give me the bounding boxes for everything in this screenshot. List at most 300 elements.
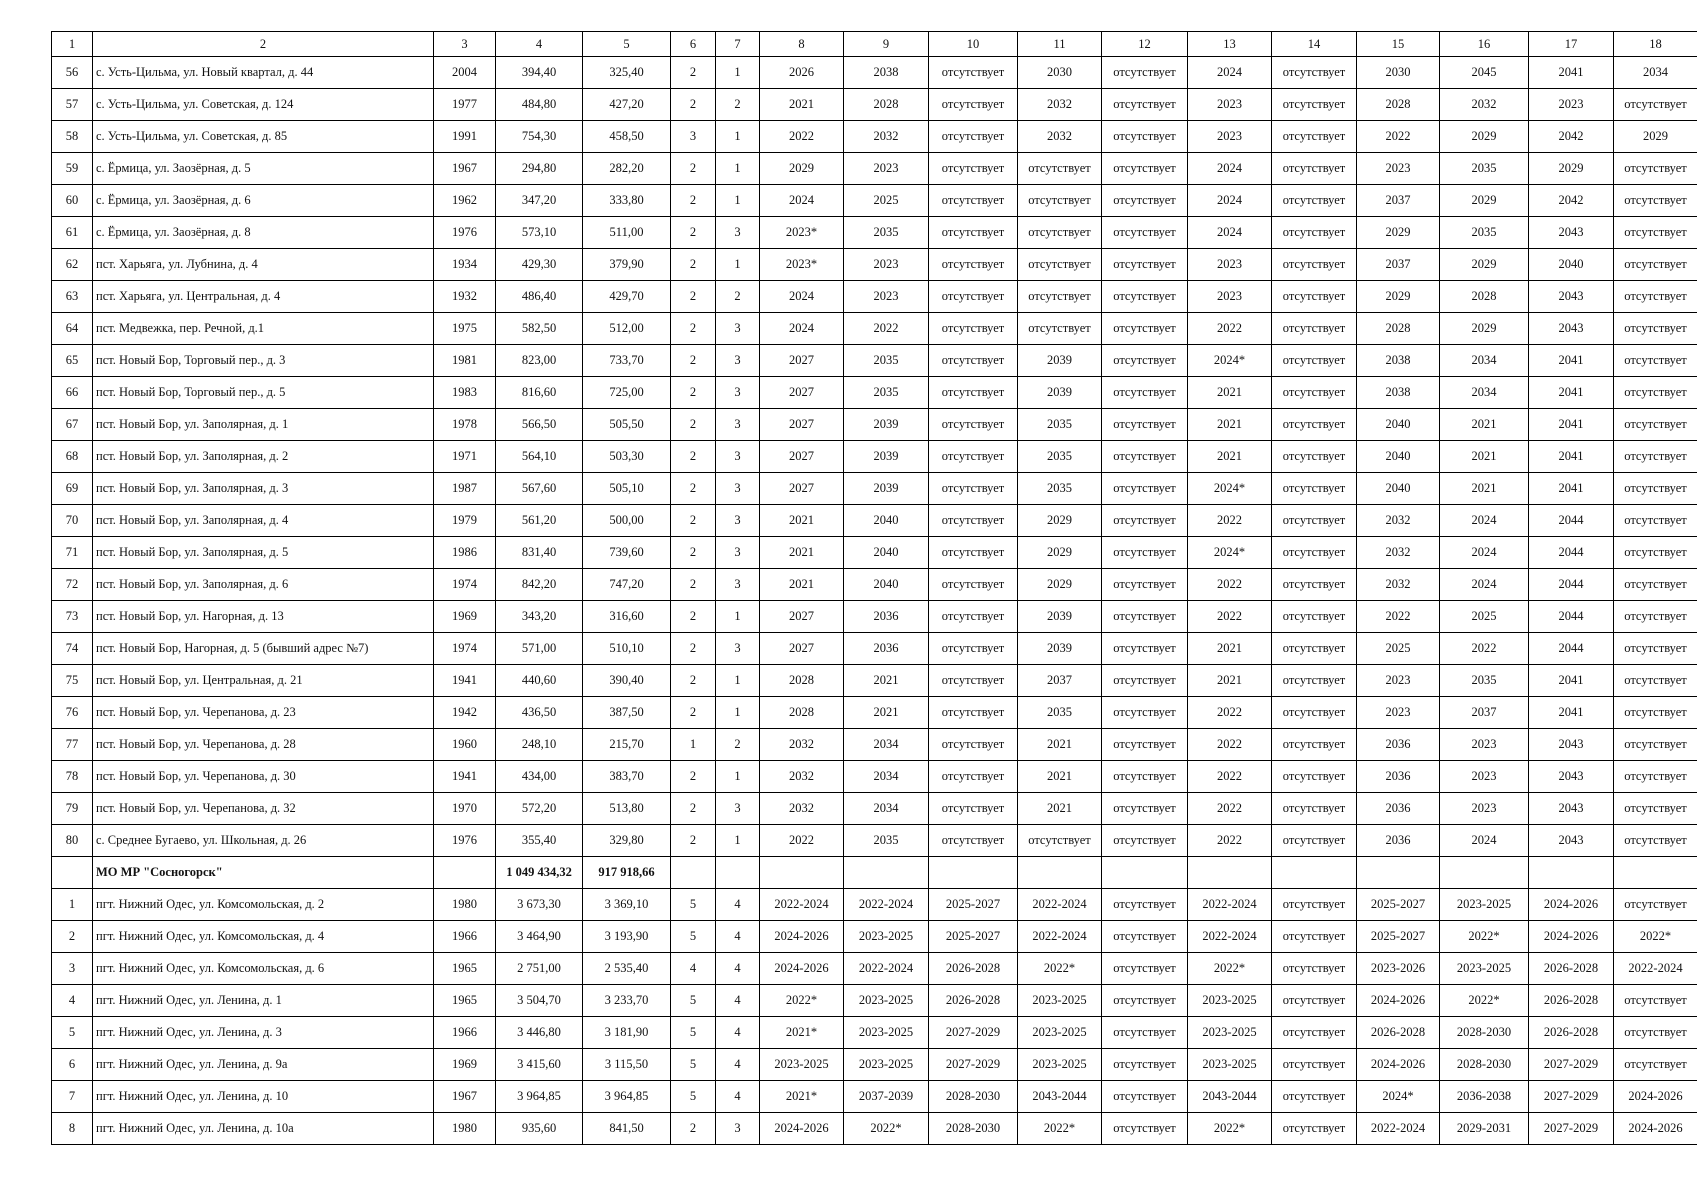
table-cell: 2029 bbox=[1018, 569, 1102, 601]
table-cell: 1967 bbox=[434, 153, 496, 185]
table-cell: отсутствует bbox=[1272, 697, 1357, 729]
table-cell: отсутствует bbox=[1018, 313, 1102, 345]
table-cell: отсутствует bbox=[1272, 633, 1357, 665]
row-number-cell: 67 bbox=[52, 409, 93, 441]
table-cell: 2 bbox=[671, 825, 716, 857]
table-cell: отсутствует bbox=[1614, 889, 1697, 921]
table-cell: отсутствует bbox=[1272, 345, 1357, 377]
table-cell: 1 bbox=[671, 729, 716, 761]
table-cell: 2039 bbox=[1018, 601, 1102, 633]
table-cell: 2027 bbox=[760, 441, 844, 473]
address-cell: пст. Новый Бор, Нагорная, д. 5 (бывший адрес №7) bbox=[93, 633, 434, 665]
table-cell: отсутствует bbox=[1102, 793, 1188, 825]
table-cell: отсутствует bbox=[1102, 633, 1188, 665]
table-cell: 2027 bbox=[760, 345, 844, 377]
table-cell: 343,20 bbox=[496, 601, 583, 633]
table-cell: 1980 bbox=[434, 889, 496, 921]
table-cell: отсутствует bbox=[1102, 729, 1188, 761]
table-cell: 2040 bbox=[1357, 441, 1440, 473]
table-cell bbox=[716, 857, 760, 889]
table-cell: 2039 bbox=[1018, 633, 1102, 665]
table-cell: 2024* bbox=[1188, 345, 1272, 377]
table-cell: 571,00 bbox=[496, 633, 583, 665]
table-cell: 2021* bbox=[760, 1017, 844, 1049]
table-row bbox=[52, 1017, 1697, 1049]
address-cell: пст. Новый Бор, ул. Заполярная, д. 1 bbox=[93, 409, 434, 441]
table-cell: 2022 bbox=[1188, 313, 1272, 345]
row-number-cell: 73 bbox=[52, 601, 93, 633]
table-cell: 5 bbox=[671, 1081, 716, 1113]
table-cell: 2035 bbox=[844, 345, 929, 377]
table-cell: 2023* bbox=[760, 249, 844, 281]
table-cell: 3 964,85 bbox=[583, 1081, 671, 1113]
table-cell: 1980 bbox=[434, 1113, 496, 1145]
table-cell: 2028 bbox=[760, 697, 844, 729]
table-cell: 2021 bbox=[760, 569, 844, 601]
table-cell: отсутствует bbox=[1272, 89, 1357, 121]
table-cell: отсутствует bbox=[1272, 729, 1357, 761]
table-cell: 3 bbox=[716, 633, 760, 665]
table-cell: отсутствует bbox=[1272, 537, 1357, 569]
table-cell: отсутствует bbox=[1102, 121, 1188, 153]
table-cell: 2030 bbox=[1018, 57, 1102, 89]
table-cell: 1934 bbox=[434, 249, 496, 281]
table-cell: 316,60 bbox=[583, 601, 671, 633]
address-cell: МО МР "Сосногорск" bbox=[93, 857, 434, 889]
table-cell: 5 bbox=[671, 921, 716, 953]
row-number-cell: 78 bbox=[52, 761, 93, 793]
row-number-cell: 69 bbox=[52, 473, 93, 505]
address-cell: с. Ёрмица, ул. Заозёрная, д. 5 bbox=[93, 153, 434, 185]
table-cell: 2035 bbox=[1440, 217, 1529, 249]
housing-repair-table bbox=[51, 31, 1697, 1145]
row-number-cell: 57 bbox=[52, 89, 93, 121]
table-cell: 2025 bbox=[1440, 601, 1529, 633]
table-cell: отсутствует bbox=[1272, 409, 1357, 441]
table-cell: отсутствует bbox=[1272, 1017, 1357, 1049]
table-cell: 2023 bbox=[1357, 665, 1440, 697]
table-cell: 2043 bbox=[1529, 793, 1614, 825]
table-cell bbox=[760, 857, 844, 889]
table-cell: 2024 bbox=[1440, 505, 1529, 537]
table-cell: 1977 bbox=[434, 89, 496, 121]
table-cell: отсутствует bbox=[1272, 793, 1357, 825]
table-cell bbox=[434, 857, 496, 889]
table-cell: 2023 bbox=[1357, 153, 1440, 185]
table-cell: отсутствует bbox=[1614, 377, 1697, 409]
row-number-cell: 58 bbox=[52, 121, 93, 153]
table-cell: 1 bbox=[716, 665, 760, 697]
table-cell: 2021 bbox=[1188, 377, 1272, 409]
table-cell: 2 bbox=[671, 249, 716, 281]
table-cell: 3 bbox=[716, 441, 760, 473]
table-cell: 816,60 bbox=[496, 377, 583, 409]
table-cell: 2023-2025 bbox=[760, 1049, 844, 1081]
table-cell: 2022 bbox=[1357, 601, 1440, 633]
table-cell: 2021 bbox=[1188, 665, 1272, 697]
table-cell: 3 115,50 bbox=[583, 1049, 671, 1081]
table-cell: отсутствует bbox=[929, 793, 1018, 825]
table-cell: 3 bbox=[716, 473, 760, 505]
address-cell: пгт. Нижний Одес, ул. Ленина, д. 10 bbox=[93, 1081, 434, 1113]
table-cell: отсутствует bbox=[929, 665, 1018, 697]
table-cell: 3 bbox=[716, 793, 760, 825]
table-cell: 2 bbox=[671, 665, 716, 697]
table-cell: 1 bbox=[716, 185, 760, 217]
table-cell: 2021 bbox=[1188, 633, 1272, 665]
address-cell: пгт. Нижний Одес, ул. Ленина, д. 10а bbox=[93, 1113, 434, 1145]
row-number-cell: 76 bbox=[52, 697, 93, 729]
column-number-header: 2 bbox=[93, 32, 434, 57]
table-cell: 347,20 bbox=[496, 185, 583, 217]
table-cell: 427,20 bbox=[583, 89, 671, 121]
table-cell: 739,60 bbox=[583, 537, 671, 569]
table-cell: отсутствует bbox=[1614, 761, 1697, 793]
table-cell bbox=[1102, 857, 1188, 889]
table-cell: 2 751,00 bbox=[496, 953, 583, 985]
table-cell: 2032 bbox=[760, 793, 844, 825]
table-cell: 2029 bbox=[1440, 185, 1529, 217]
table-cell: 2029 bbox=[1357, 217, 1440, 249]
table-cell: 3 bbox=[671, 121, 716, 153]
table-cell: 2024-2026 bbox=[1357, 1049, 1440, 1081]
row-number-cell: 5 bbox=[52, 1017, 93, 1049]
table-cell: 2 bbox=[671, 345, 716, 377]
table-cell: 2022* bbox=[1018, 1113, 1102, 1145]
table-cell: отсутствует bbox=[1102, 473, 1188, 505]
table-cell: отсутствует bbox=[929, 537, 1018, 569]
table-cell: 2022 bbox=[1188, 793, 1272, 825]
table-cell: отсутствует bbox=[929, 281, 1018, 313]
table-cell: 4 bbox=[716, 1081, 760, 1113]
table-cell: 2028 bbox=[1357, 89, 1440, 121]
table-cell: отсутствует bbox=[1102, 313, 1188, 345]
table-cell: 2 bbox=[716, 281, 760, 313]
table-cell: 1 bbox=[716, 57, 760, 89]
row-number-cell: 63 bbox=[52, 281, 93, 313]
table-cell: 2040 bbox=[1357, 473, 1440, 505]
address-cell: пст. Харьяга, ул. Лубнина, д. 4 bbox=[93, 249, 434, 281]
table-cell: 429,70 bbox=[583, 281, 671, 313]
column-number-header: 4 bbox=[496, 32, 583, 57]
table-cell: 2024-2026 bbox=[760, 1113, 844, 1145]
table-cell: отсутствует bbox=[1102, 441, 1188, 473]
column-number-header: 13 bbox=[1188, 32, 1272, 57]
table-cell: 2 bbox=[671, 153, 716, 185]
table-cell: 2022* bbox=[1188, 953, 1272, 985]
table-cell: 3 bbox=[716, 569, 760, 601]
table-cell: отсутствует bbox=[929, 825, 1018, 857]
table-cell: отсутствует bbox=[929, 505, 1018, 537]
table-cell: 3 193,90 bbox=[583, 921, 671, 953]
table-cell: 2035 bbox=[1018, 473, 1102, 505]
table-cell: 2 bbox=[671, 601, 716, 633]
table-cell: 2023 bbox=[1188, 89, 1272, 121]
table-cell: 2029 bbox=[760, 153, 844, 185]
table-cell: 1979 bbox=[434, 505, 496, 537]
table-cell: 1981 bbox=[434, 345, 496, 377]
table-cell: 4 bbox=[716, 953, 760, 985]
table-row bbox=[52, 153, 1697, 185]
table-cell: 2027 bbox=[760, 473, 844, 505]
table-cell: отсутствует bbox=[1272, 601, 1357, 633]
table-cell: 2024 bbox=[1440, 825, 1529, 857]
table-cell: 2025-2027 bbox=[929, 921, 1018, 953]
table-cell: отсутствует bbox=[1614, 633, 1697, 665]
table-cell: 2023 bbox=[1188, 281, 1272, 313]
table-cell: 4 bbox=[716, 1017, 760, 1049]
table-row bbox=[52, 249, 1697, 281]
table-cell: 2023 bbox=[1440, 729, 1529, 761]
table-cell: 3 464,90 bbox=[496, 921, 583, 953]
table-cell: 2022-2024 bbox=[844, 889, 929, 921]
table-cell: 2024-2026 bbox=[1614, 1113, 1697, 1145]
table-cell: 2044 bbox=[1529, 601, 1614, 633]
table-cell: 5 bbox=[671, 985, 716, 1017]
table-cell: отсутствует bbox=[929, 89, 1018, 121]
table-cell: отсутствует bbox=[1102, 697, 1188, 729]
table-row bbox=[52, 601, 1697, 633]
table-cell: 2023 bbox=[1529, 89, 1614, 121]
table-cell: 2032 bbox=[1440, 89, 1529, 121]
table-cell: 436,50 bbox=[496, 697, 583, 729]
table-cell: отсутствует bbox=[1614, 473, 1697, 505]
table-cell: 2023 bbox=[1440, 793, 1529, 825]
table-cell: 2 bbox=[671, 89, 716, 121]
row-number-cell: 3 bbox=[52, 953, 93, 985]
table-cell: 1986 bbox=[434, 537, 496, 569]
table-cell: 1 bbox=[716, 249, 760, 281]
table-cell: 505,50 bbox=[583, 409, 671, 441]
table-cell: 1976 bbox=[434, 825, 496, 857]
table-cell: отсутствует bbox=[929, 153, 1018, 185]
table-cell: 2004 bbox=[434, 57, 496, 89]
table-cell: 2043 bbox=[1529, 313, 1614, 345]
table-cell: 1983 bbox=[434, 377, 496, 409]
table-cell: отсутствует bbox=[929, 313, 1018, 345]
table-row bbox=[52, 121, 1697, 153]
table-cell: 2028-2030 bbox=[929, 1081, 1018, 1113]
table-cell: 2028 bbox=[844, 89, 929, 121]
table-cell: 2022 bbox=[1357, 121, 1440, 153]
table-cell: отсутствует bbox=[929, 249, 1018, 281]
table-cell: 325,40 bbox=[583, 57, 671, 89]
table-cell: отсутствует bbox=[1614, 89, 1697, 121]
table-cell: 2039 bbox=[844, 473, 929, 505]
table-cell: 2023 bbox=[844, 249, 929, 281]
table-cell: 3 673,30 bbox=[496, 889, 583, 921]
table-cell: 2034 bbox=[844, 793, 929, 825]
table-cell: отсутствует bbox=[1102, 889, 1188, 921]
table-cell: отсутствует bbox=[1102, 89, 1188, 121]
address-cell: с. Ёрмица, ул. Заозёрная, д. 8 bbox=[93, 217, 434, 249]
table-cell: 2045 bbox=[1440, 57, 1529, 89]
table-cell: отсутствует bbox=[929, 697, 1018, 729]
table-cell: отсутствует bbox=[1614, 729, 1697, 761]
table-row bbox=[52, 569, 1697, 601]
table-cell: отсутствует bbox=[929, 441, 1018, 473]
table-cell: 3 bbox=[716, 217, 760, 249]
address-cell: с. Среднее Бугаево, ул. Школьная, д. 26 bbox=[93, 825, 434, 857]
table-row bbox=[52, 633, 1697, 665]
table-cell: 1969 bbox=[434, 601, 496, 633]
table-cell: отсутствует bbox=[1614, 281, 1697, 313]
table-cell: 513,80 bbox=[583, 793, 671, 825]
table-cell: 2029 bbox=[1440, 121, 1529, 153]
table-cell: отсутствует bbox=[1272, 825, 1357, 857]
table-cell: 3 bbox=[716, 537, 760, 569]
table-cell: отсутствует bbox=[929, 409, 1018, 441]
table-cell: 2026-2028 bbox=[1529, 985, 1614, 1017]
table-cell: 379,90 bbox=[583, 249, 671, 281]
table-cell: отсутствует bbox=[1102, 1049, 1188, 1081]
table-cell: 3 bbox=[716, 377, 760, 409]
table-cell: 2022-2024 bbox=[1188, 889, 1272, 921]
table-cell: 2 bbox=[716, 89, 760, 121]
table-cell: 1967 bbox=[434, 1081, 496, 1113]
table-cell: 2036 bbox=[1357, 761, 1440, 793]
table-cell: 2024 bbox=[760, 281, 844, 313]
table-cell: 561,20 bbox=[496, 505, 583, 537]
table-cell: 3 233,70 bbox=[583, 985, 671, 1017]
table-cell: 2029-2031 bbox=[1440, 1113, 1529, 1145]
table-cell: 3 bbox=[716, 313, 760, 345]
table-cell: отсутствует bbox=[1272, 569, 1357, 601]
table-cell: 2030 bbox=[1357, 57, 1440, 89]
table-cell: 2023-2025 bbox=[844, 1049, 929, 1081]
column-number-header-row bbox=[52, 32, 1697, 57]
row-number-cell: 61 bbox=[52, 217, 93, 249]
table-cell: 3 bbox=[716, 409, 760, 441]
table-cell: 1965 bbox=[434, 953, 496, 985]
row-number-cell: 60 bbox=[52, 185, 93, 217]
table-cell: 2043-2044 bbox=[1018, 1081, 1102, 1113]
table-cell: 2022 bbox=[1188, 569, 1272, 601]
address-cell: пгт. Нижний Одес, ул. Комсомольская, д. 2 bbox=[93, 889, 434, 921]
table-cell bbox=[1357, 857, 1440, 889]
table-row bbox=[52, 1081, 1697, 1113]
table-cell: 1942 bbox=[434, 697, 496, 729]
table-cell: 1960 bbox=[434, 729, 496, 761]
table-cell: 2032 bbox=[1357, 505, 1440, 537]
table-cell: 2023-2025 bbox=[844, 1017, 929, 1049]
table-cell: 2034 bbox=[844, 729, 929, 761]
table-cell: 1 bbox=[716, 153, 760, 185]
table-row bbox=[52, 537, 1697, 569]
table-cell: отсутствует bbox=[1018, 217, 1102, 249]
table-cell: отсутствует bbox=[1272, 153, 1357, 185]
table-cell: 486,40 bbox=[496, 281, 583, 313]
table-cell: 1941 bbox=[434, 761, 496, 793]
table-cell: 2028-2030 bbox=[929, 1113, 1018, 1145]
table-cell: 2027-2029 bbox=[1529, 1113, 1614, 1145]
table-cell: отсутствует bbox=[1272, 1113, 1357, 1145]
table-cell: 2021 bbox=[1018, 729, 1102, 761]
table-cell: 2023 bbox=[1357, 697, 1440, 729]
table-cell: 2032 bbox=[1018, 89, 1102, 121]
row-number-cell: 80 bbox=[52, 825, 93, 857]
table-cell: 2 bbox=[671, 377, 716, 409]
table-cell: 2024 bbox=[1188, 217, 1272, 249]
row-number-cell: 68 bbox=[52, 441, 93, 473]
table-cell: 2 bbox=[671, 761, 716, 793]
address-cell: пгт. Нижний Одес, ул. Ленина, д. 3 bbox=[93, 1017, 434, 1049]
table-cell: 3 bbox=[716, 345, 760, 377]
table-cell: отсутствует bbox=[1272, 249, 1357, 281]
table-cell: отсутствует bbox=[1614, 1017, 1697, 1049]
table-cell: 1974 bbox=[434, 633, 496, 665]
table-cell: 2022 bbox=[844, 313, 929, 345]
table-cell: 2021 bbox=[844, 665, 929, 697]
table-cell: отсутствует bbox=[1272, 377, 1357, 409]
table-cell: отсутствует bbox=[1272, 57, 1357, 89]
table-cell: 1987 bbox=[434, 473, 496, 505]
table-cell: 572,20 bbox=[496, 793, 583, 825]
row-number-cell: 66 bbox=[52, 377, 93, 409]
table-cell: 4 bbox=[671, 953, 716, 985]
table-cell: 1 bbox=[716, 601, 760, 633]
table-cell: 2021 bbox=[760, 537, 844, 569]
table-row bbox=[52, 665, 1697, 697]
table-cell: 2032 bbox=[1357, 537, 1440, 569]
row-number-cell: 56 bbox=[52, 57, 93, 89]
table-cell: 503,30 bbox=[583, 441, 671, 473]
table-cell: отсутствует bbox=[929, 633, 1018, 665]
table-cell: 387,50 bbox=[583, 697, 671, 729]
table-row bbox=[52, 57, 1697, 89]
table-row bbox=[52, 281, 1697, 313]
table-cell: 2023-2025 bbox=[844, 985, 929, 1017]
table-row bbox=[52, 89, 1697, 121]
table-cell: отсутствует bbox=[1614, 249, 1697, 281]
table-cell: 573,10 bbox=[496, 217, 583, 249]
table-cell: отсутствует bbox=[1272, 473, 1357, 505]
table-cell: 2027-2029 bbox=[1529, 1081, 1614, 1113]
table-cell: 2037 bbox=[1357, 249, 1440, 281]
table-cell: 2021 bbox=[760, 89, 844, 121]
table-cell: 2 bbox=[671, 473, 716, 505]
table-cell: 2 bbox=[671, 281, 716, 313]
table-cell: 2023-2025 bbox=[1188, 985, 1272, 1017]
row-number-cell: 6 bbox=[52, 1049, 93, 1081]
table-cell: 841,50 bbox=[583, 1113, 671, 1145]
table-cell: 2024* bbox=[1188, 473, 1272, 505]
column-number-header: 1 bbox=[52, 32, 93, 57]
table-cell: 2024-2026 bbox=[1357, 985, 1440, 1017]
table-cell: 1962 bbox=[434, 185, 496, 217]
table-cell: 2022 bbox=[1188, 729, 1272, 761]
table-cell: 2022 bbox=[1188, 825, 1272, 857]
table-cell: 2 535,40 bbox=[583, 953, 671, 985]
table-cell: 2 bbox=[671, 793, 716, 825]
table-cell: 733,70 bbox=[583, 345, 671, 377]
table-cell: 2 bbox=[671, 633, 716, 665]
table-cell: 215,70 bbox=[583, 729, 671, 761]
table-cell: 2023 bbox=[1188, 121, 1272, 153]
table-row bbox=[52, 409, 1697, 441]
table-cell bbox=[1272, 857, 1357, 889]
table-cell: 390,40 bbox=[583, 665, 671, 697]
table-cell: 2022* bbox=[1440, 985, 1529, 1017]
table-cell: 2032 bbox=[1357, 569, 1440, 601]
table-cell: 2036 bbox=[1357, 825, 1440, 857]
row-number-cell: 74 bbox=[52, 633, 93, 665]
address-cell: с. Усть-Цильма, ул. Советская, д. 85 bbox=[93, 121, 434, 153]
table-cell bbox=[1018, 857, 1102, 889]
table-cell: 2024 bbox=[1188, 57, 1272, 89]
table-cell: 1 bbox=[716, 121, 760, 153]
table-cell: 2022 bbox=[1188, 697, 1272, 729]
